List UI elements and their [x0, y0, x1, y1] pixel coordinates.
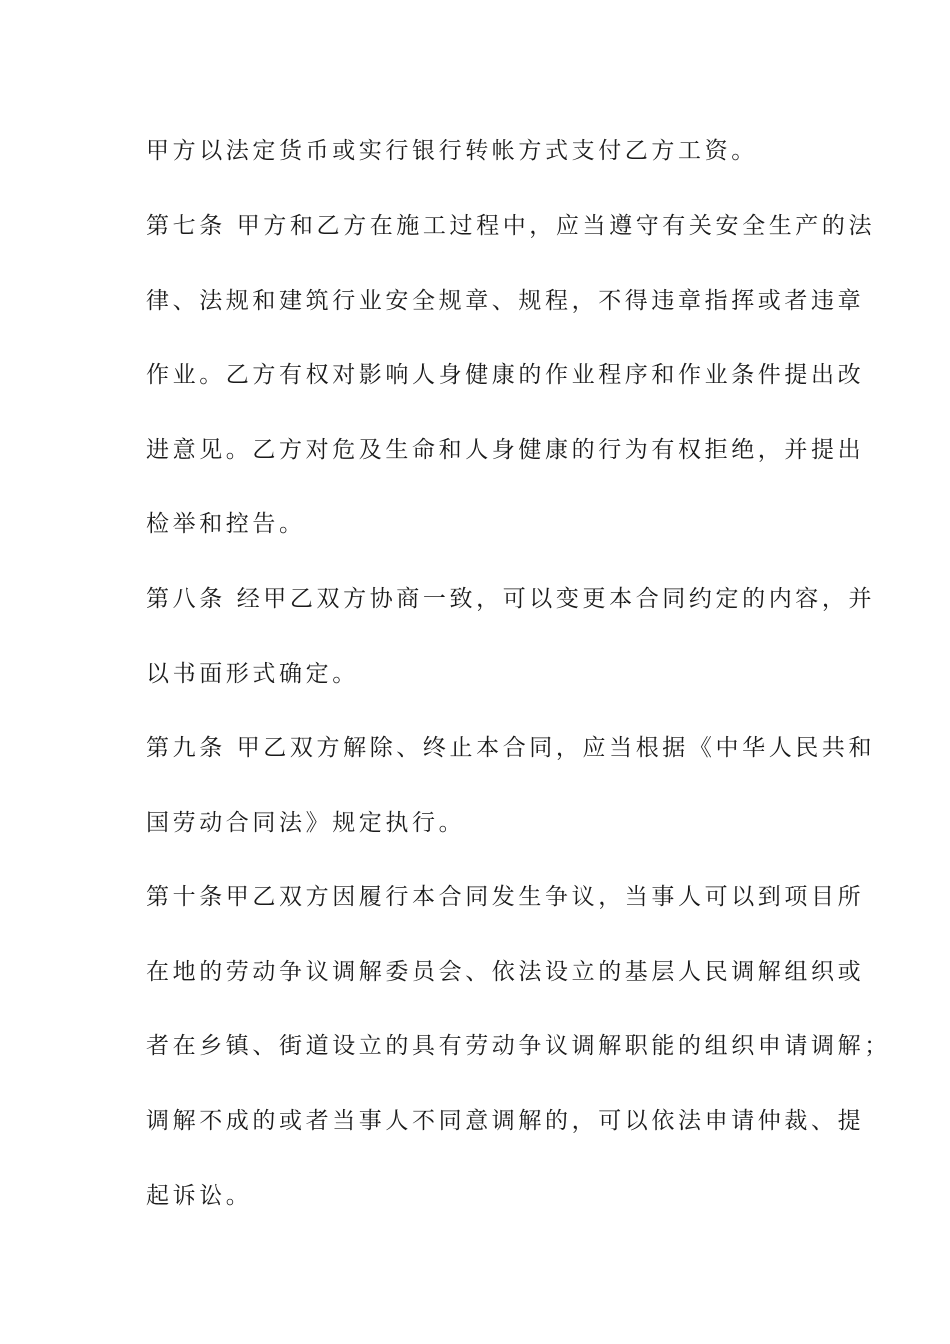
- text-line: 在地的劳动争议调解委员会、依法设立的基层人民调解组织或: [146, 959, 865, 985]
- text-line: 检举和控告。: [146, 511, 306, 537]
- text-line: 甲方以法定货币或实行银行转帐方式支付乙方工资。: [146, 138, 758, 164]
- text-line: 作业。乙方有权对影响人身健康的作业程序和作业条件提出改: [146, 362, 865, 388]
- text-line: 律、法规和建筑行业安全规章、规程，不得违章指挥或者违章: [146, 288, 865, 314]
- text-line: 进意见。乙方对危及生命和人身健康的行为有权拒绝，并提出: [146, 437, 865, 463]
- text-line: 第九条 甲乙双方解除、终止本合同，应当根据《中华人民共和: [146, 735, 876, 761]
- text-line: 以书面形式确定。: [146, 661, 359, 687]
- text-line: 第七条 甲方和乙方在施工过程中，应当遵守有关安全生产的法: [146, 213, 876, 239]
- text-line: 者在乡镇、街道设立的具有劳动争议调解职能的组织申请调解；: [146, 1033, 891, 1059]
- text-line: 起诉讼。: [146, 1183, 253, 1209]
- text-line: 第八条 经甲乙双方协商一致，可以变更本合同约定的内容，并: [146, 586, 876, 612]
- text-line: 调解不成的或者当事人不同意调解的，可以依法申请仲裁、提: [146, 1108, 865, 1134]
- text-line: 国劳动合同法》规定执行。: [146, 810, 466, 836]
- text-line: 第十条甲乙双方因履行本合同发生争议，当事人可以到项目所: [146, 884, 865, 910]
